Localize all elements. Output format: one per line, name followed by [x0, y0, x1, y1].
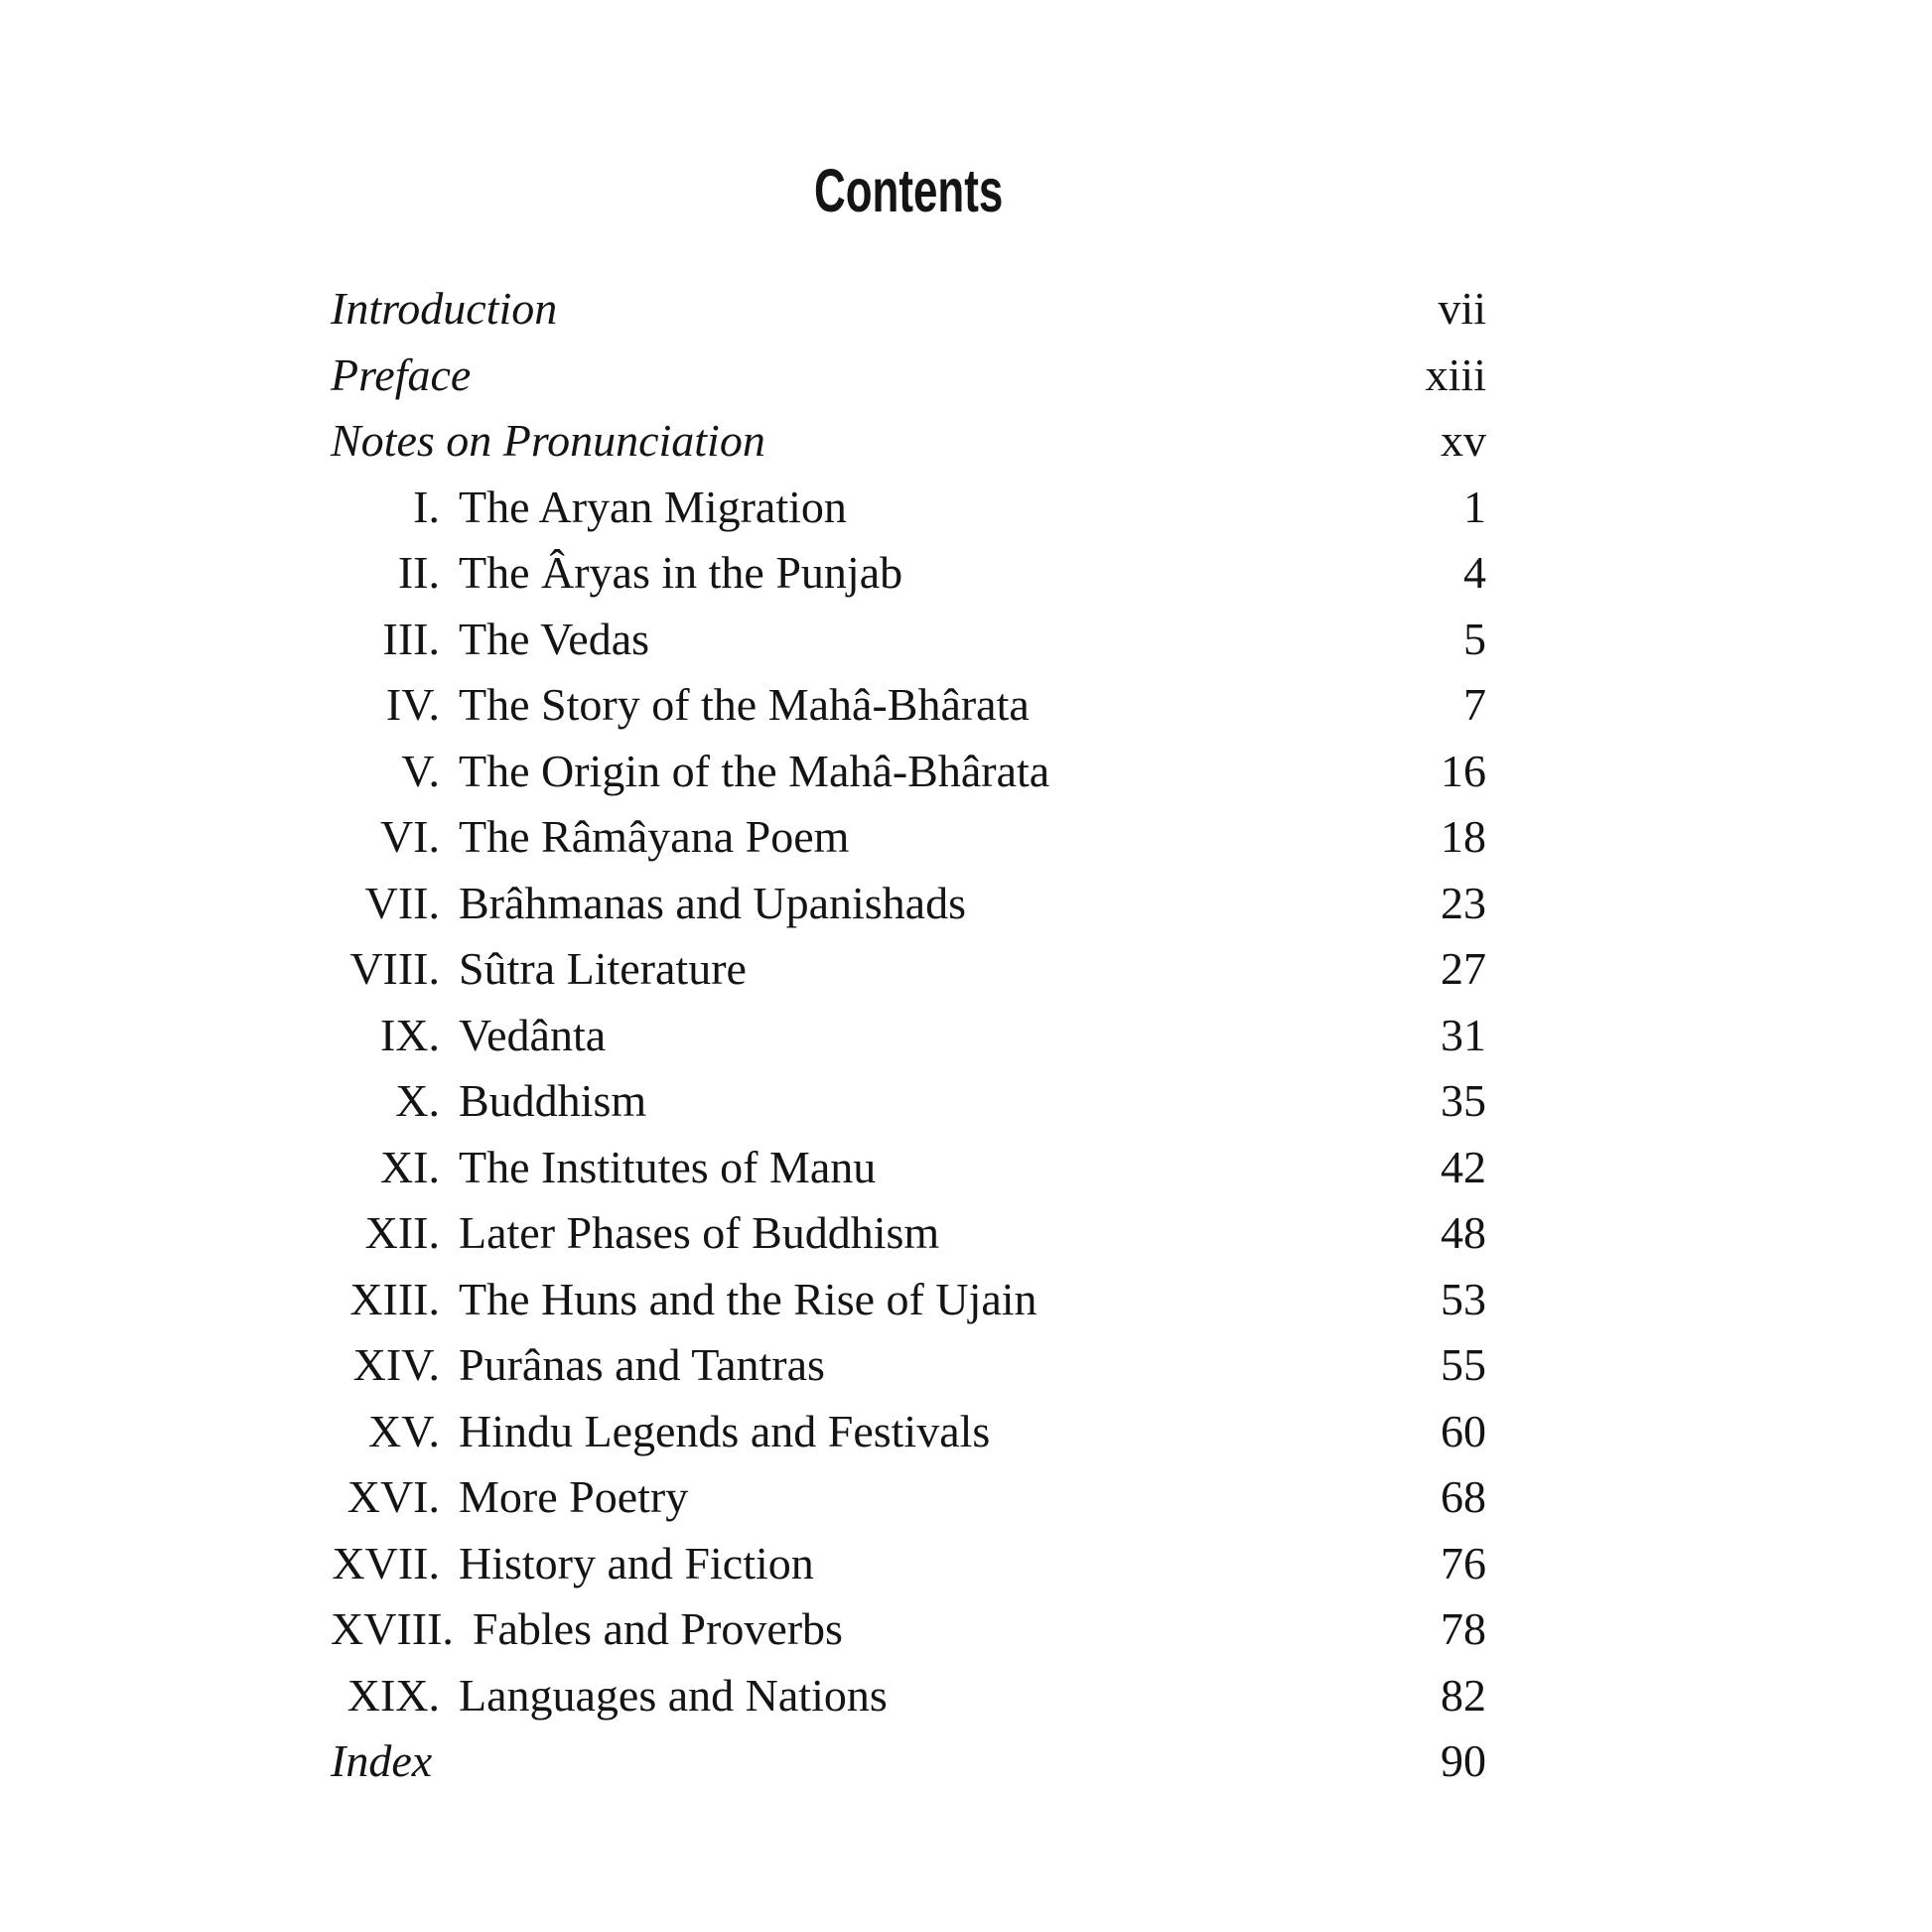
toc-row — [331, 475, 1486, 541]
page-number: 31 — [1441, 1009, 1486, 1060]
chapter-numeral: III. — [382, 613, 440, 664]
entry-title: Buddhism — [459, 1075, 647, 1126]
entry-title: Hindu Legends and Festivals — [459, 1405, 991, 1456]
toc-row — [331, 739, 1486, 805]
chapter-numeral: XI. — [379, 1141, 440, 1192]
chapter-numeral: VII. — [364, 877, 440, 928]
toc-row — [331, 672, 1486, 739]
entry-title: Introduction — [331, 283, 558, 334]
entry-title: Sûtra Literature — [459, 943, 747, 994]
chapter-numeral: XII. — [364, 1207, 440, 1258]
chapter-numeral: XV. — [367, 1405, 440, 1456]
page-number: xiii — [1425, 348, 1486, 400]
chapter-numeral: IX. — [379, 1009, 440, 1060]
page-number: 55 — [1441, 1339, 1486, 1390]
toc-row — [331, 1728, 1486, 1795]
page-number: 7 — [1463, 679, 1486, 730]
page-number: 5 — [1463, 613, 1486, 664]
entry-title: The Story of the Mahâ-Bhârata — [459, 679, 1030, 730]
page-number: 76 — [1441, 1537, 1486, 1588]
chapter-numeral: X. — [395, 1075, 440, 1126]
chapter-numeral: XVIII. — [331, 1603, 454, 1654]
entry-title: Notes on Pronunciation — [331, 415, 765, 466]
toc-row — [331, 936, 1486, 1003]
toc-row — [331, 1068, 1486, 1135]
entry-title: Languages and Nations — [459, 1669, 888, 1721]
entry-title: More Poetry — [459, 1471, 689, 1522]
page-number: 78 — [1441, 1603, 1486, 1654]
entry-title: Preface — [331, 348, 472, 400]
entry-title: Later Phases of Buddhism — [459, 1207, 940, 1258]
toc-row — [331, 1003, 1486, 1069]
entry-title: The Origin of the Mahâ-Bhârata — [459, 745, 1050, 796]
chapter-numeral: VIII. — [349, 943, 440, 994]
toc-row — [331, 1200, 1486, 1267]
entry-title: Brâhmanas and Upanishads — [459, 877, 966, 928]
chapter-numeral: XIX. — [346, 1669, 440, 1721]
chapter-numeral: I. — [413, 481, 440, 532]
page-number: 1 — [1463, 481, 1486, 532]
entry-title: History and Fiction — [459, 1537, 814, 1588]
entry-title: The Râmâyana Poem — [459, 811, 850, 862]
page-number: 53 — [1441, 1273, 1486, 1324]
toc-row — [331, 1596, 1486, 1663]
chapter-numeral: XVII. — [332, 1537, 440, 1588]
page-number: 27 — [1441, 943, 1486, 994]
toc-row — [331, 1531, 1486, 1597]
entry-title: The Institutes of Manu — [459, 1141, 877, 1192]
page-number: 23 — [1441, 877, 1486, 928]
toc-row — [331, 1399, 1486, 1465]
entry-title: Purânas and Tantras — [459, 1339, 825, 1390]
entry-title: Vedânta — [459, 1009, 607, 1060]
toc-row — [331, 804, 1486, 871]
page-number: 18 — [1441, 811, 1486, 862]
entry-title: The Aryan Migration — [459, 481, 847, 532]
entry-title: The Âryas in the Punjab — [459, 547, 903, 598]
entry-title: Index — [331, 1735, 433, 1786]
chapter-numeral: XVI. — [346, 1471, 440, 1522]
toc-row — [331, 1267, 1486, 1333]
entry-title: The Huns and the Rise of Ujain — [459, 1273, 1037, 1324]
page-number: 16 — [1441, 745, 1486, 796]
page-number: 35 — [1441, 1075, 1486, 1126]
toc-row — [331, 871, 1486, 937]
chapter-numeral: V. — [401, 745, 440, 796]
page-number: xv — [1441, 415, 1486, 466]
page-number: 68 — [1441, 1471, 1486, 1522]
toc-list — [331, 276, 1486, 1795]
toc-row — [331, 408, 1486, 475]
page-number: 90 — [1441, 1735, 1486, 1786]
chapter-numeral: II. — [397, 547, 440, 598]
chapter-numeral: XIII. — [349, 1273, 440, 1324]
toc-row — [331, 540, 1486, 607]
page-number: 82 — [1441, 1669, 1486, 1721]
page-number: 42 — [1441, 1141, 1486, 1192]
chapter-numeral: VI. — [379, 811, 440, 862]
toc-row — [331, 343, 1486, 409]
toc-row — [331, 1135, 1486, 1201]
page-number: 4 — [1463, 547, 1486, 598]
toc-row — [331, 1464, 1486, 1531]
page-title — [331, 156, 1486, 225]
page-number: 60 — [1441, 1405, 1486, 1456]
page-number: vii — [1438, 283, 1486, 334]
toc-row — [331, 1663, 1486, 1729]
toc-row — [331, 607, 1486, 673]
page-title-text: Contents — [813, 156, 1004, 224]
page-number: 48 — [1441, 1207, 1486, 1258]
chapter-numeral: IV. — [385, 679, 440, 730]
entry-title: Fables and Proverbs — [472, 1603, 843, 1654]
entry-title: The Vedas — [459, 613, 650, 664]
chapter-numeral: XIV. — [352, 1339, 440, 1390]
toc-row — [331, 1332, 1486, 1399]
toc-row — [331, 276, 1486, 343]
